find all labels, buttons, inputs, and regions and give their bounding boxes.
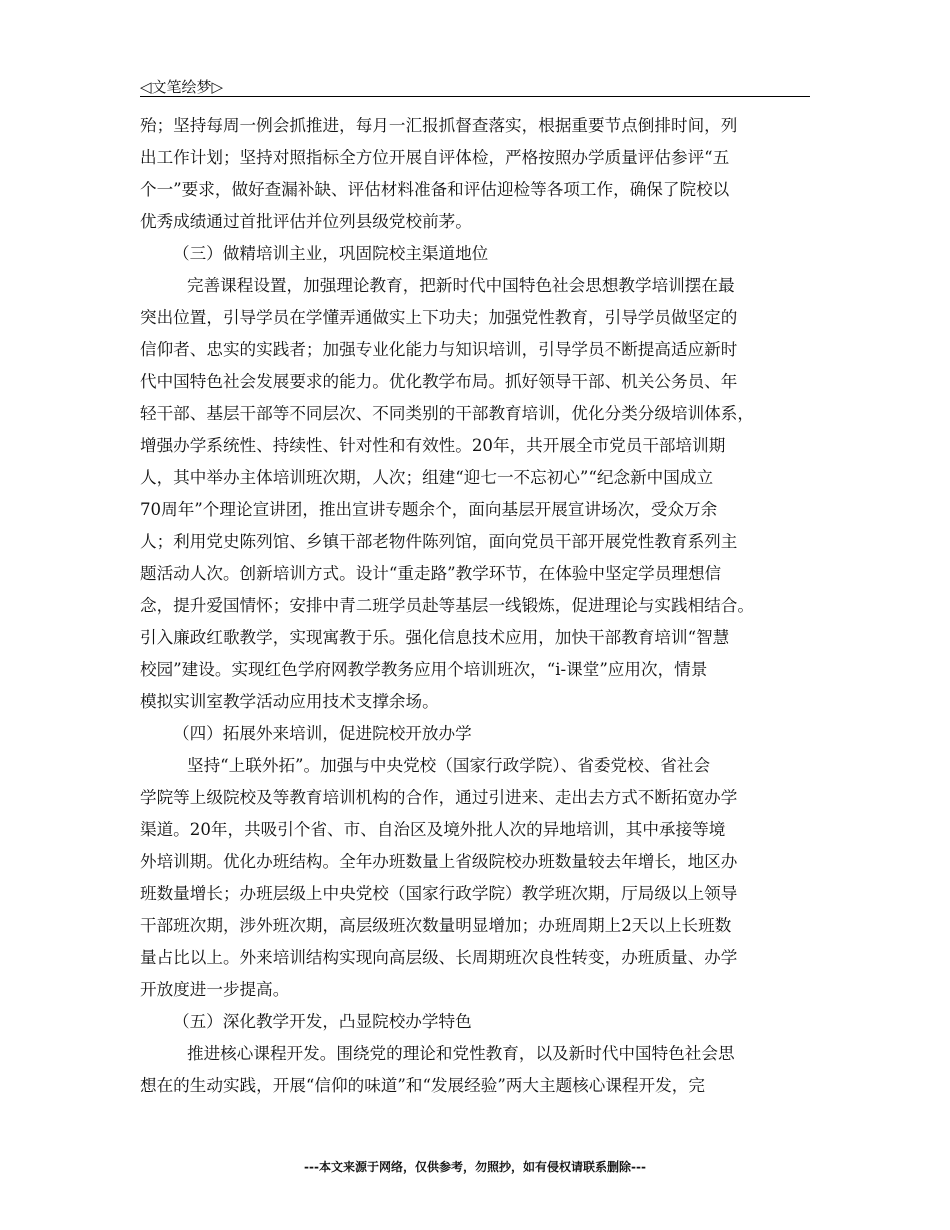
text-line: 人；利用党史陈列馆、乡镇干部老物件陈列馆，面向党员干部开展党性教育系列主	[140, 532, 738, 551]
text-line: 题活动人次。创新培训方式。设计“重走路”教学环节，在体验中坚定学员理想信	[140, 564, 722, 583]
text-line: （五）深化教学开发，凸显院校办学特色	[173, 1012, 472, 1031]
text-line: 增强办学系统性、持续性、针对性和有效性。20年，共开展全市党员干部培训期	[140, 436, 726, 455]
text-line: 干部班次期，涉外班次期，高层级班次数量明显增加；办班周期上2天以上长班数	[140, 916, 732, 935]
footer-disclaimer: ---本文来源于网络，仅供参考，勿照抄，如有侵权请联系删除---	[304, 1160, 646, 1174]
text-line: （三）做精培训主业，巩固院校主渠道地位	[173, 244, 489, 263]
text-line: 引入廉政红歌教学，实现寓教于乐。强化信息技术应用，加快干部教育培训“智慧	[140, 628, 730, 647]
text-line: 开放度进一步提高。	[140, 980, 290, 999]
text-line: 个一”要求，做好查漏补缺、评估材料准备和评估迎检等各项工作，确保了院校以	[140, 180, 730, 199]
text-line: 优秀成绩通过首批评估并位列县级党校前茅。	[140, 212, 472, 231]
text-line: 代中国特色社会发展要求的能力。优化教学布局。抓好领导干部、机关公务员、年	[140, 372, 738, 391]
text-line: 殆；坚持每周一例会抓推进，每月一汇报抓督查落实，根据重要节点倒排时间，列	[140, 116, 738, 135]
text-line: 念，提升爱国情怀；安排中青二班学员赴等基层一线锻炼，促进理论与实践相结合。	[140, 596, 754, 615]
text-line: 出工作计划；坚持对照指标全方位开展自评体检，严格按照办学质量评估参评“五	[140, 148, 730, 167]
text-line: 量占比以上。外来培训结构实现向高层级、长周期班次良性转变，办班质量、办学	[140, 948, 738, 967]
text-line: 推进核心课程开发。围绕党的理论和党性教育，以及新时代中国特色社会思	[187, 1044, 735, 1063]
text-line: 人，其中举办主体培训班次期，人次；组建“迎七一不忘初心”“纪念新中国成立	[140, 468, 714, 487]
text-line: 渠道。20年，共吸引个省、市、自治区及境外批人次的异地培训，其中承接等境	[140, 820, 726, 839]
document-body	[140, 110, 812, 1102]
text-line: 模拟实训室教学活动应用技术支撑余场。	[140, 692, 439, 711]
text-line: 校园”建设。实现红色学府网教学教务应用个培训班次，“i-课堂”应用次，情景	[140, 660, 708, 679]
text-line: 突出位置，引导学员在学懂弄通做实上下功夫；加强党性教育，引导学员做坚定的	[140, 308, 738, 327]
text-line: 坚持“上联外拓”。加强与中央党校（国家行政学院）、省委党校、省社会	[187, 756, 711, 775]
page-header	[140, 74, 810, 96]
text-line: （四）拓展外来培训，促进院校开放办学	[173, 724, 472, 743]
text-line: 信仰者、忠实的实践者；加强专业化能力与知识培训，引导学员不断提高适应新时	[140, 340, 738, 359]
header-rule	[140, 96, 810, 97]
text-line: 完善课程设置，加强理论教育，把新时代中国特色社会思想教学培训摆在最	[187, 276, 735, 295]
header-brand: ◁文笔绘梦▷	[140, 78, 224, 96]
text-line: 外培训期。优化办班结构。全年办班数量上省级院校办班数量较去年增长，地区办	[140, 852, 738, 871]
text-line: 想在的生动实践，开展“信仰的味道”和“发展经验”两大主题核心课程开发，完	[140, 1076, 705, 1095]
text-line: 学院等上级院校及等教育培训机构的合作，通过引进来、走出去方式不断拓宽办学	[140, 788, 738, 807]
text-line: 班数量增长；办班层级上中央党校（国家行政学院）教学班次期，厅局级以上领导	[140, 884, 738, 903]
text-line: 轻干部、基层干部等不同层次、不同类别的干部教育培训，优化分类分级培训体系，	[140, 404, 754, 423]
text-line: 70周年”个理论宣讲团，推出宣讲专题余个，面向基层开展宣讲场次，受众万余	[140, 500, 718, 519]
